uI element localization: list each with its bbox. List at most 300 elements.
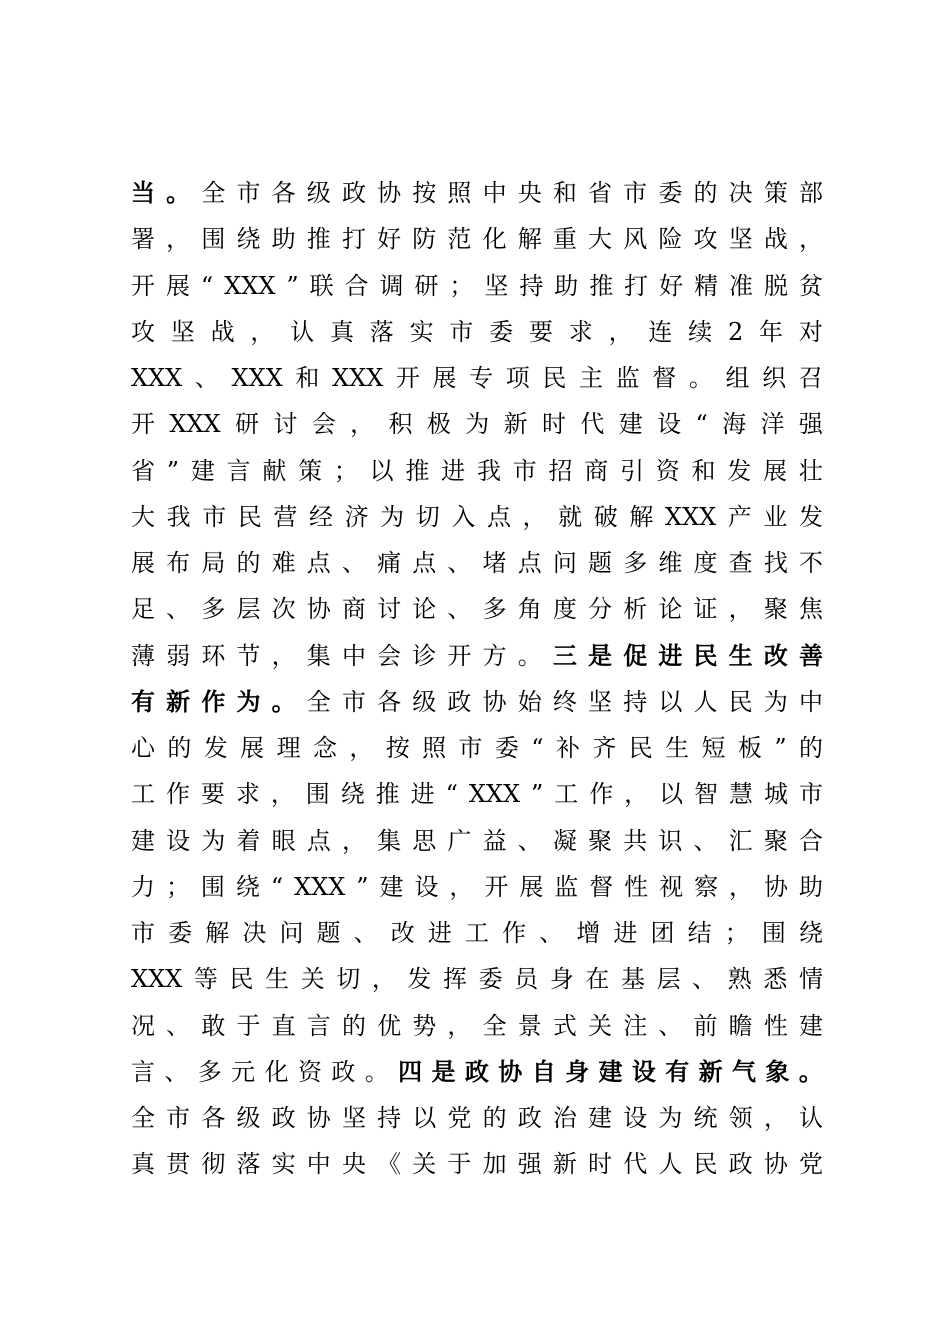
text-segment: 2 [727, 317, 744, 346]
text-segment: 、 [447, 549, 472, 577]
text-segment: 按 [385, 734, 410, 762]
text-segment: 打 [341, 225, 366, 254]
text-segment: 题 [316, 919, 341, 947]
text-segment: 实 [409, 317, 434, 346]
text-segment: 市 [202, 502, 227, 531]
text-segment: 展 [240, 734, 265, 762]
text-segment: 、 [353, 919, 378, 947]
bold-text-segment: 设 [631, 1057, 656, 1086]
text-segment: 经 [308, 502, 333, 531]
text-segment: 点 [412, 549, 437, 577]
text-segment: 维 [658, 549, 683, 577]
text-segment: XXX [294, 872, 346, 901]
text-segment: 开 [131, 410, 155, 439]
text-segment: ， [728, 595, 753, 624]
text-segment: 洋 [760, 410, 785, 439]
text-segment: 贫 [798, 271, 823, 300]
text-segment: 多 [201, 595, 226, 624]
text-segment: 建 [131, 826, 155, 855]
text-segment: 终 [552, 687, 577, 716]
text-segment: 念 [312, 734, 337, 762]
text-segment: 围 [761, 919, 786, 947]
text-segment: 坚 [728, 225, 753, 254]
text-segment: 言 [226, 456, 251, 485]
text-segment: 、 [517, 826, 542, 855]
text-segment: 照 [422, 734, 447, 762]
text-segment: 党 [798, 1150, 823, 1179]
text-segment: 市 [166, 1104, 191, 1132]
text-segment: 不 [798, 549, 823, 577]
text-segment: 贯 [166, 1150, 191, 1179]
bold-text-segment: 政 [464, 1057, 489, 1086]
text-segment: 落 [369, 317, 394, 346]
text-segment: 和 [691, 456, 716, 485]
text-segment: 切 [336, 965, 361, 994]
text-segment: 足 [131, 595, 155, 624]
text-segment: 建 [588, 1104, 613, 1132]
text-segment: 直 [271, 1011, 296, 1040]
text-segment: 关 [412, 1150, 437, 1179]
text-segment: 开 [484, 872, 509, 901]
text-segment: 时 [588, 1150, 613, 1179]
text-segment: ， [371, 965, 396, 994]
text-segment: 视 [659, 872, 684, 901]
bold-text-segment: 作 [201, 687, 226, 716]
text-segment: 级 [306, 179, 331, 207]
text-segment: 推 [375, 780, 400, 809]
text-segment: 进 [410, 780, 435, 809]
text-segment: 委 [478, 965, 503, 994]
text-segment: 民 [728, 687, 753, 716]
text-segment: 海 [722, 410, 747, 439]
text-segment: 益 [482, 826, 507, 855]
text-segment: 生 [265, 965, 290, 994]
text-segment: 在 [585, 965, 610, 994]
text-segment: “ [200, 271, 214, 300]
text-segment: 中 [482, 179, 507, 207]
text-segment: ， [250, 317, 275, 346]
text-segment: 我 [476, 456, 501, 485]
text-segment: 身 [549, 965, 574, 994]
text-segment: ， [608, 317, 633, 346]
text-segment: 市 [449, 317, 474, 346]
text-segment: 增 [576, 919, 601, 947]
text-segment: 元 [231, 1057, 256, 1086]
text-segment: 察 [694, 872, 719, 901]
text-segment: 设 [657, 410, 682, 439]
text-segment: 展 [432, 364, 457, 392]
text-segment: ， [447, 1011, 472, 1040]
text-segment: 业 [763, 502, 788, 531]
text-line [131, 309, 823, 355]
bold-text-segment: 民 [693, 641, 718, 670]
text-segment: 委 [489, 317, 514, 346]
text-segment: 关 [300, 965, 325, 994]
text-segment: 委 [494, 734, 519, 762]
bold-text-segment: 气 [732, 1057, 757, 1086]
text-segment: 民 [693, 1150, 718, 1179]
text-segment: 强 [517, 1150, 542, 1179]
bold-text-segment: 协 [498, 1057, 523, 1086]
text-segment: 为 [465, 410, 490, 439]
text-segment: 解 [205, 919, 230, 947]
text-segment: “ [695, 410, 708, 439]
text-segment: 市 [341, 687, 366, 716]
body-text [131, 170, 823, 1188]
text-segment: 坚 [588, 687, 613, 716]
text-segment: 点 [486, 502, 511, 531]
text-segment: 为 [763, 687, 788, 716]
text-segment: 式 [552, 1011, 577, 1040]
text-segment: 市 [512, 456, 537, 485]
text-segment: 解 [629, 502, 654, 531]
text-segment: ， [270, 780, 295, 809]
text-segment: 优 [377, 1011, 402, 1040]
text-segment: ” [286, 271, 299, 300]
text-segment: 发 [798, 502, 823, 531]
bold-text-segment: 生 [728, 641, 753, 670]
text-segment: 城 [763, 780, 788, 809]
text-segment: 我 [166, 502, 191, 531]
text-segment: 范 [447, 225, 472, 254]
text-segment: 联 [309, 271, 334, 300]
text-segment: 层 [656, 965, 681, 994]
text-segment: 理 [276, 734, 301, 762]
text-line [131, 355, 823, 401]
text-segment: 广 [447, 826, 472, 855]
text-segment: 集 [306, 641, 331, 670]
text-segment: 。 [517, 641, 542, 670]
text-segment: 围 [305, 780, 330, 809]
text-segment: ； [165, 872, 190, 901]
text-segment: 破 [593, 502, 618, 531]
text-segment: 政 [271, 1104, 296, 1132]
text-segment: 新 [552, 1150, 577, 1179]
text-segment: 民 [237, 502, 262, 531]
bold-text-segment: 新 [698, 1057, 723, 1086]
text-segment: 照 [447, 179, 472, 207]
bold-text-segment: 有 [131, 687, 155, 716]
bold-text-segment: 改 [763, 641, 788, 670]
text-segment: 决 [242, 919, 267, 947]
text-segment: ” [166, 456, 180, 485]
text-segment: 真 [329, 317, 354, 346]
text-line [131, 771, 823, 817]
text-segment: 等 [193, 965, 218, 994]
text-segment: 、 [692, 965, 717, 994]
text-segment: 言 [131, 1057, 155, 1086]
text-segment: 力 [131, 872, 155, 901]
text-segment: 市 [623, 179, 648, 207]
text-segment: 多 [623, 549, 648, 577]
text-segment: 以 [412, 1104, 437, 1132]
text-segment: 化 [264, 1057, 289, 1086]
bold-text-segment: 象 [765, 1057, 790, 1086]
text-segment: XXX [224, 271, 276, 300]
text-segment: 查 [728, 549, 753, 577]
text-segment: 的 [798, 734, 823, 762]
text-segment: 产 [727, 502, 752, 531]
text-segment: 人 [693, 687, 718, 716]
text-segment: 堵 [482, 549, 507, 577]
text-segment: 解 [517, 225, 542, 254]
text-segment: XXX [169, 410, 221, 439]
text-segment: 切 [415, 502, 440, 531]
text-line [131, 401, 823, 447]
text-segment: 聚 [763, 595, 788, 624]
text-segment: 加 [482, 1150, 507, 1179]
text-segment: 分 [588, 595, 613, 624]
text-segment: 就 [558, 502, 583, 531]
text-segment: XXX [332, 364, 384, 392]
text-segment: 各 [271, 179, 296, 207]
text-line [131, 540, 823, 586]
text-segment: 研 [414, 271, 439, 300]
text-segment: 战 [210, 317, 235, 346]
text-segment: XXX [131, 364, 183, 392]
text-segment: 的 [482, 1104, 507, 1132]
text-segment: 发 [407, 965, 432, 994]
text-segment: 建 [618, 410, 643, 439]
text-segment: ， [449, 872, 474, 901]
text-segment: 中 [306, 1150, 331, 1179]
text-segment: 进 [441, 456, 466, 485]
text-line [131, 448, 823, 494]
text-segment: 全 [201, 179, 226, 207]
text-segment: 市 [458, 734, 483, 762]
text-segment: 求 [568, 317, 593, 346]
text-segment: 认 [798, 1104, 823, 1132]
text-segment: 、 [539, 919, 564, 947]
text-segment: 以 [369, 456, 394, 485]
text-segment: 项 [505, 364, 530, 392]
text-segment: 资 [297, 1057, 322, 1086]
bold-text-segment: 为 [236, 687, 261, 716]
text-segment: 、 [166, 595, 191, 624]
text-segment: 前 [693, 1011, 718, 1040]
text-segment: 引 [620, 456, 644, 485]
text-segment: 板 [737, 734, 762, 762]
text-line [131, 216, 823, 262]
bold-text-segment: 善 [798, 641, 823, 670]
bold-text-segment: 。 [166, 179, 191, 207]
text-segment: 协 [306, 1104, 331, 1132]
text-segment: 补 [555, 734, 580, 762]
text-segment: 央 [517, 179, 542, 207]
text-segment: 眼 [271, 826, 296, 855]
text-segment: 积 [388, 410, 413, 439]
text-segment: 合 [344, 271, 369, 300]
text-segment: 开 [447, 641, 472, 670]
text-segment: 领 [728, 1104, 753, 1132]
bold-text-segment: 三 [552, 641, 577, 670]
text-line [131, 818, 823, 864]
bold-text-segment: 促 [623, 641, 648, 670]
text-segment: 推 [589, 271, 614, 300]
text-segment: 彻 [201, 1150, 226, 1179]
text-segment: 次 [271, 595, 296, 624]
text-segment: 主 [579, 364, 604, 392]
text-segment: 建 [190, 456, 215, 485]
text-segment: ， [763, 1104, 788, 1132]
text-segment: 政 [517, 1104, 542, 1132]
text-segment: 以 [658, 687, 683, 716]
text-segment: 问 [552, 549, 577, 577]
text-segment: 准 [729, 271, 754, 300]
text-segment: 敢 [201, 1011, 226, 1040]
text-segment: ， [349, 734, 374, 762]
text-segment: 全 [482, 1011, 507, 1040]
text-segment: 发 [727, 456, 752, 485]
text-segment: XXX [468, 780, 521, 809]
text-segment: 工 [554, 780, 579, 809]
text-segment: 层 [236, 595, 261, 624]
text-segment: 政 [447, 687, 472, 716]
text-segment: 绕 [236, 225, 261, 254]
text-segment: “ [531, 734, 544, 762]
text-segment: 建 [798, 1011, 823, 1040]
text-segment: 论 [658, 595, 683, 624]
text-segment: 、 [341, 549, 366, 577]
text-segment: ， [624, 780, 649, 809]
text-segment: 共 [623, 826, 648, 855]
text-segment: 布 [166, 549, 191, 577]
text-line [131, 1095, 823, 1141]
text-segment: 坚 [170, 317, 195, 346]
text-segment: 政 [331, 1057, 356, 1086]
bold-text-segment: 身 [565, 1057, 590, 1086]
text-segment: 部 [798, 179, 823, 207]
text-segment: ， [271, 641, 296, 670]
text-segment: 督 [589, 872, 614, 901]
text-segment: 于 [236, 1011, 261, 1040]
text-segment: 智 [694, 780, 719, 809]
text-segment: 角 [517, 595, 542, 624]
text-segment: 防 [412, 225, 437, 254]
text-segment: 以 [659, 780, 684, 809]
text-segment: 落 [236, 1150, 261, 1179]
text-segment: 要 [528, 317, 553, 346]
text-segment: 聚 [763, 826, 788, 855]
text-segment: 实 [271, 1150, 296, 1179]
text-segment: 薄 [131, 641, 155, 670]
text-segment: 改 [390, 919, 415, 947]
text-segment: 要 [200, 780, 225, 809]
text-segment: 党 [447, 1104, 472, 1132]
text-segment: 认 [290, 317, 315, 346]
bold-text-segment: 有 [665, 1057, 690, 1086]
text-segment: 专 [469, 364, 494, 392]
text-segment: 推 [306, 225, 331, 254]
text-segment: 代 [580, 410, 605, 439]
text-segment: 团 [650, 919, 675, 947]
text-segment: 设 [414, 872, 439, 901]
text-segment: 难 [271, 549, 296, 577]
text-line [131, 679, 823, 725]
text-segment: 市 [131, 919, 155, 947]
text-segment: ” [531, 780, 544, 809]
text-segment: 弱 [166, 641, 191, 670]
text-segment: 大 [588, 225, 613, 254]
text-segment: 求 [235, 780, 260, 809]
text-segment: 点 [306, 826, 331, 855]
text-segment: ， [798, 225, 823, 254]
text-segment: 诊 [412, 641, 437, 670]
text-segment: 民 [229, 965, 254, 994]
text-segment: 注 [623, 1011, 648, 1040]
text-segment: 招 [548, 456, 573, 485]
text-segment: 监 [554, 872, 579, 901]
text-segment: ， [341, 826, 366, 855]
bold-text-segment: 。 [798, 1057, 823, 1086]
text-segment: 环 [201, 641, 226, 670]
text-segment: “ [270, 872, 284, 901]
text-segment: 、 [447, 595, 472, 624]
text-segment: 协 [377, 179, 402, 207]
text-segment: 织 [762, 364, 787, 392]
text-segment: 设 [623, 1104, 648, 1132]
text-segment: 瞻 [728, 1011, 753, 1040]
text-segment: 全 [131, 1104, 155, 1132]
text-segment: 的 [236, 549, 261, 577]
text-segment: 性 [624, 872, 649, 901]
bold-text-segment: 是 [431, 1057, 456, 1086]
text-segment: 设 [166, 826, 191, 855]
text-segment: 况 [131, 1011, 155, 1040]
text-segment: 商 [341, 595, 366, 624]
text-segment: 脱 [763, 271, 788, 300]
text-segment: 集 [377, 826, 402, 855]
text-segment: 新 [503, 410, 528, 439]
bold-text-segment: 。 [271, 687, 296, 716]
text-segment: 策 [763, 179, 788, 207]
text-segment: 作 [502, 919, 527, 947]
text-segment: 时 [542, 410, 567, 439]
text-segment: 策 [298, 456, 323, 485]
text-line [131, 633, 823, 679]
text-segment: 结 [687, 919, 712, 947]
text-segment: 、 [194, 364, 219, 392]
text-segment: 为 [380, 502, 405, 531]
text-segment: 围 [201, 225, 226, 254]
text-segment: 助 [271, 225, 296, 254]
text-segment: 攻 [131, 317, 155, 346]
text-segment: 险 [658, 225, 683, 254]
text-segment: 。 [364, 1057, 389, 1086]
text-segment: 度 [693, 549, 718, 577]
text-segment: 省 [131, 456, 155, 485]
text-segment: 各 [201, 1104, 226, 1132]
text-segment: 证 [693, 595, 718, 624]
text-segment: 建 [379, 872, 404, 901]
text-line [131, 725, 823, 771]
text-segment: 汇 [728, 826, 753, 855]
text-segment: 为 [201, 826, 226, 855]
text-segment: 研 [235, 410, 260, 439]
text-segment: 讨 [377, 595, 402, 624]
text-segment: 委 [658, 179, 683, 207]
text-segment: 极 [426, 410, 451, 439]
text-segment: 围 [200, 872, 225, 901]
text-segment: ， [166, 225, 191, 254]
text-segment: 持 [623, 687, 648, 716]
text-segment: 度 [552, 595, 577, 624]
text-segment: 代 [623, 1150, 648, 1179]
text-segment: 。 [688, 364, 713, 392]
text-segment: 情 [798, 965, 823, 994]
text-segment: 开 [395, 364, 420, 392]
text-segment: 市 [798, 780, 823, 809]
